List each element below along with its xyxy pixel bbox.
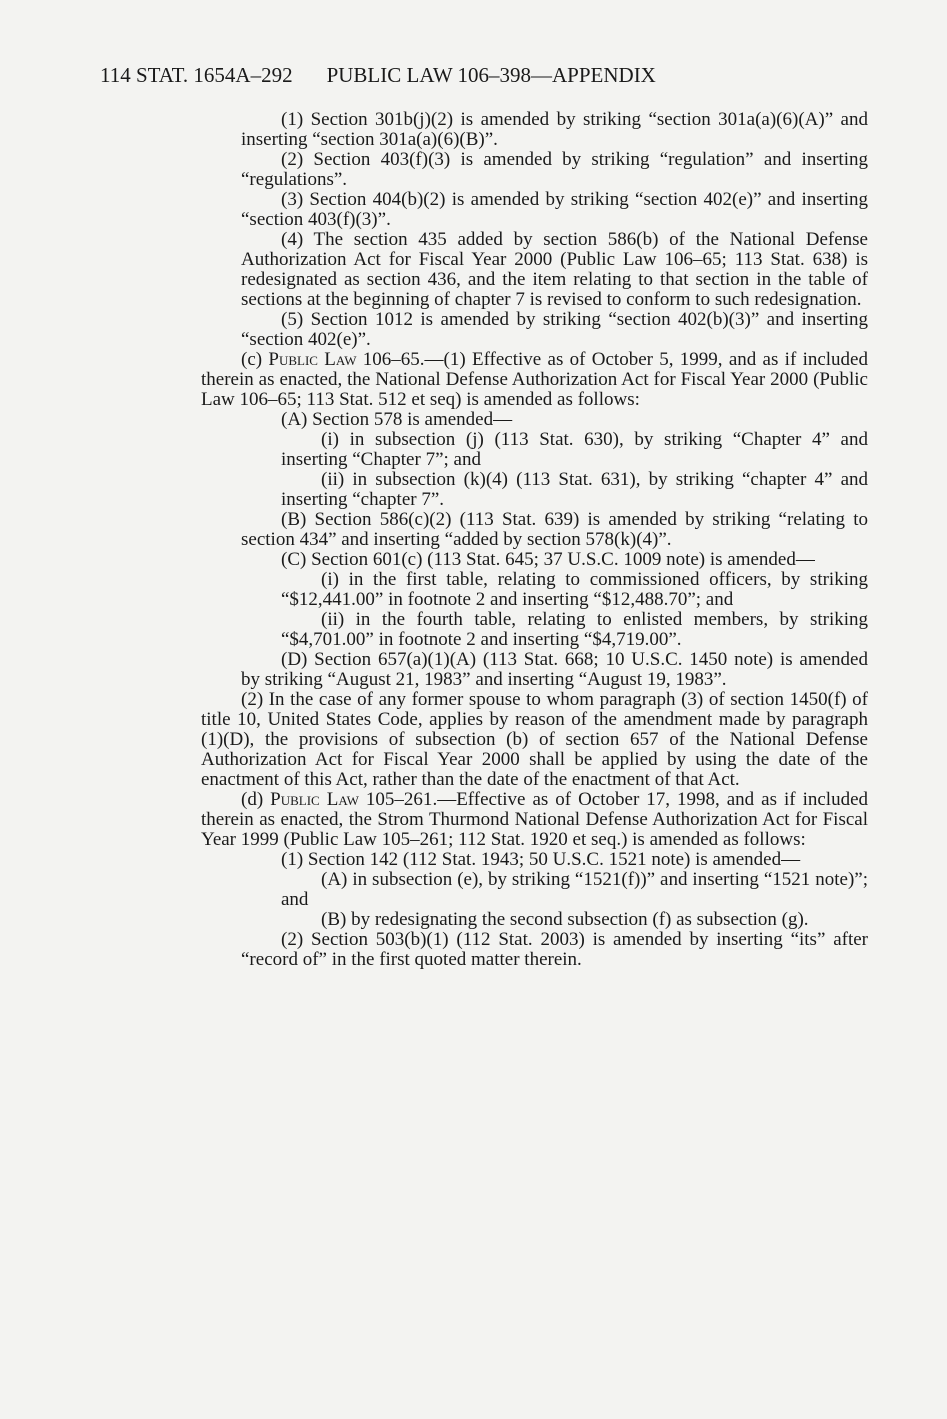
paragraph-b2: (2) Section 403(f)(3) is amended by striking “regulation” and inserting “regulations”. xyxy=(241,149,868,190)
subsection-d-text: .—Effective as of October 17, 1998, and as if included therein as enacted, the Strom Thurmond National Defense Authorization Act for Fiscal Year 1999 (Public Law 105–261; 112 Stat. 1920 et seq.) is amended as follows: xyxy=(201,789,869,850)
paragraph-b4: (4) The section 435 added by section 586(b) of the National Defense Authorization Act for Fiscal Year 2000 (Public Law 106–65; 113 Stat. 638) is redesignated as section 436, and the item relating to that section in the table of sections at the beginning of chapter 7 is revised to conform to such redesignation. xyxy=(241,229,868,310)
paragraph-b1: (1) Section 301b(j)(2) is amended by striking “section 301a(a)(6)(A)” and inserting “section 301a(a)(6)(B)”. xyxy=(241,109,868,150)
paragraph-c1A: (A) Section 578 is amended— xyxy=(281,409,513,430)
paragraph-d2: (2) Section 503(b)(1) (112 Stat. 2003) is amended by inserting “its” after “record of” in the first quoted matter therein. xyxy=(241,929,868,970)
paragraph-b3: (3) Section 404(b)(2) is amended by striking “section 402(e)” and inserting “section 403(f)(3)”. xyxy=(241,189,868,230)
law-title: PUBLIC LAW 106–398—APPENDIX xyxy=(326,63,656,87)
subsection-c-text: .—(1) Effective as of October 5, 1999, and as if included therein as enacted, the National Defense Authorization Act for Fiscal Year 2000 (Public Law 106–65; 113 Stat. 512 et seq) is amended as follows: xyxy=(201,349,868,410)
subsection-c xyxy=(201,350,868,410)
clause-c1A-i: (i) in subsection (j) (113 Stat. 630), by striking “Chapter 4” and inserting “Chapter 7”; and xyxy=(281,429,868,470)
stat-citation: 114 STAT. 1654A–292 xyxy=(100,63,293,87)
page-header xyxy=(100,63,690,88)
paragraph-d1: (1) Section 142 (112 Stat. 1943; 50 U.S.C. 1521 note) is amended— xyxy=(281,849,801,870)
paragraph-c1B: (B) Section 586(c)(2) (113 Stat. 639) is amended by striking “relating to section 434” and inserting “added by section 578(k)(4)”. xyxy=(241,509,868,550)
document-body xyxy=(201,109,869,970)
paragraph-b5: (5) Section 1012 is amended by striking “section 402(b)(3)” and inserting “section 402(e)”. xyxy=(241,309,868,350)
subsection-d-heading: Public Law 105–261 xyxy=(270,789,433,810)
clause-c1C-ii: (ii) in the fourth table, relating to enlisted members, by striking “$4,701.00” in footnote 2 and inserting “$4,719.00”. xyxy=(281,609,868,650)
subsection-c-heading: Public Law 106–65 xyxy=(268,349,420,370)
paragraph-c2: (2) In the case of any former spouse to whom paragraph (3) of section 1450(f) of title 10, United States Code, applies by reason of the amendment made by paragraph (1)(D), the provisions of subsection (b) of section 657 of the National Defense Authorization Act for Fiscal Year 2000 shall be applied by using the date of the enactment of this Act, rather than the date of the enactment of that Act. xyxy=(201,689,868,790)
subparagraph-d1A: (A) in subsection (e), by striking “1521(f))” and inserting “1521 note)”; and xyxy=(281,869,868,910)
subsection-d-label: (d) xyxy=(241,789,271,810)
subsection-c-label: (c) xyxy=(241,349,269,370)
paragraph-c1D: (D) Section 657(a)(1)(A) (113 Stat. 668; 10 U.S.C. 1450 note) is amended by striking “August 21, 1983” and inserting “August 19, 1983”. xyxy=(241,649,868,690)
clause-c1C-i: (i) in the first table, relating to commissioned officers, by striking “$12,441.00” in footnote 2 and inserting “$12,488.70”; and xyxy=(281,569,868,610)
subsection-d xyxy=(201,790,868,850)
subparagraph-d1B: (B) by redesignating the second subsection (f) as subsection (g). xyxy=(321,909,809,930)
paragraph-c1C: (C) Section 601(c) (113 Stat. 645; 37 U.S.C. 1009 note) is amended— xyxy=(281,549,815,570)
clause-c1A-ii: (ii) in subsection (k)(4) (113 Stat. 631), by striking “chapter 4” and inserting “chapter 7”. xyxy=(281,469,868,510)
